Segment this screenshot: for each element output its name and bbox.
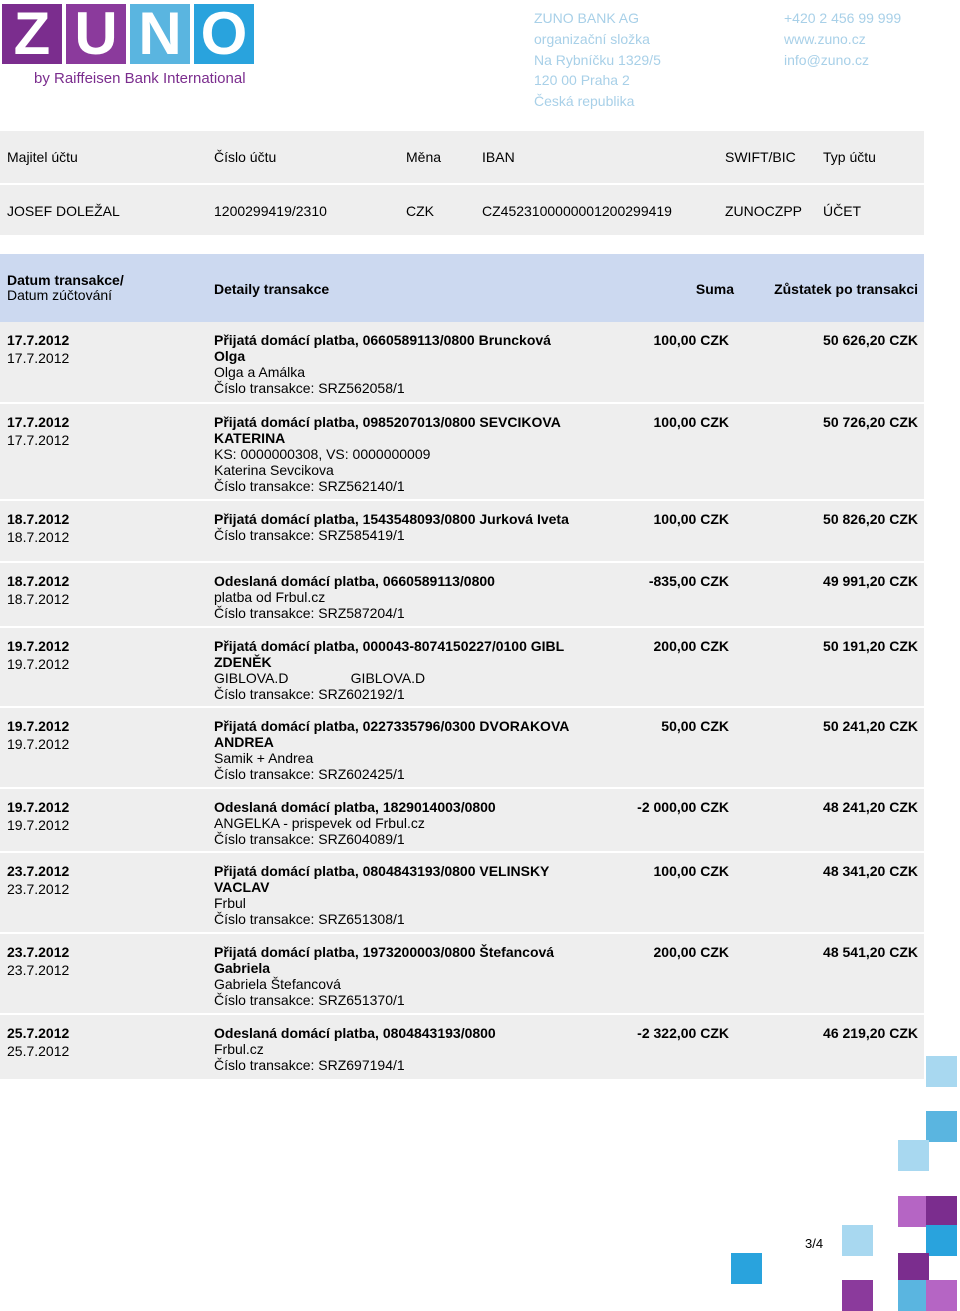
header-currency: Měna (406, 149, 442, 165)
settlement-date: 19.7.2012 (7, 655, 70, 672)
account-header-row (0, 131, 924, 183)
transaction-dates (7, 638, 69, 673)
transaction-dates (7, 414, 69, 449)
transaction-dates (7, 863, 69, 898)
transaction-table-header (0, 254, 924, 322)
header-date-settlement: Datum zúčtování (7, 287, 113, 303)
transaction-detail-line: ZDENĚK (214, 654, 272, 670)
settlement-date: 17.7.2012 (7, 349, 70, 366)
transaction-balance: 46 219,20 CZK (823, 1025, 918, 1041)
transaction-detail-line: KS: 0000000308, VS: 0000000009 (214, 446, 431, 462)
decor-square (926, 1280, 957, 1311)
transaction-row (0, 501, 924, 561)
settlement-date: 17.7.2012 (7, 431, 70, 448)
transaction-dates (7, 511, 69, 546)
header-amount: Suma (695, 281, 734, 297)
transaction-dates (7, 332, 69, 367)
logo-tagline: by Raiffeisen Bank International (34, 70, 246, 87)
decor-square (731, 1253, 762, 1284)
transaction-date: 17.7.2012 (7, 332, 70, 348)
transaction-title: Přijatá domácí platba, 1543548093/0800 Jurková Iveta (214, 511, 569, 527)
transaction-detail-line: ANGELKA - prispevek od Frbul.cz (214, 815, 425, 831)
logo-letter-o: O (194, 4, 254, 64)
transaction-detail-line: VACLAV (214, 879, 270, 895)
transaction-amount: 100,00 CZK (653, 414, 729, 430)
transaction-detail-line: Číslo transakce: SRZ562058/1 (214, 380, 405, 396)
transaction-row (0, 708, 924, 787)
transaction-details (214, 573, 574, 621)
transaction-details (214, 511, 574, 543)
transaction-detail-line: Frbul (214, 895, 246, 911)
transaction-balance: 50 241,20 CZK (823, 718, 918, 734)
transaction-detail-line: Číslo transakce: SRZ697194/1 (214, 1057, 405, 1073)
transaction-details (214, 863, 574, 927)
transaction-date: 19.7.2012 (7, 638, 70, 654)
account-table (0, 131, 924, 235)
decor-square (842, 1280, 873, 1311)
transaction-balance: 48 241,20 CZK (823, 799, 918, 815)
transaction-details (214, 1025, 574, 1073)
header-balance: Zůstatek po transakci (774, 281, 918, 297)
bank-email[interactable]: info@zuno.cz (784, 51, 870, 68)
transaction-date: 18.7.2012 (7, 511, 70, 527)
transaction-details (214, 414, 574, 494)
transaction-amount: -2 322,00 CZK (637, 1025, 729, 1041)
transaction-title: Přijatá domácí platba, 0227335796/0300 DVORAKOVA (214, 718, 570, 734)
decor-square (926, 1056, 957, 1087)
bank-street: Na Rybníčku 1329/5 (534, 51, 661, 68)
transaction-date: 18.7.2012 (7, 573, 70, 589)
bank-phone: +420 2 456 99 999 (784, 10, 902, 26)
transaction-details (214, 944, 574, 1008)
transaction-title: Odeslaná domácí platba, 0660589113/0800 (214, 573, 495, 589)
page-number: 3/4 (805, 1236, 824, 1251)
transaction-title: Přijatá domácí platba, 0660589113/0800 Bruncková (214, 332, 551, 348)
transaction-detail-line: Frbul.cz (214, 1041, 264, 1057)
transaction-detail-line: Číslo transakce: SRZ585419/1 (214, 527, 405, 543)
transaction-title: Přijatá domácí platba, 0804843193/0800 VELINSKY (214, 863, 550, 879)
bank-address (534, 8, 661, 112)
account-type: ÚČET (823, 203, 862, 219)
transaction-details (214, 638, 574, 702)
transaction-amount: 100,00 CZK (653, 863, 729, 879)
decor-square (898, 1140, 929, 1171)
transaction-title: Přijatá domácí platba, 1973200003/0800 Štefancová (214, 944, 555, 960)
transaction-balance: 50 191,20 CZK (823, 638, 918, 654)
transaction-date: 19.7.2012 (7, 718, 70, 734)
transaction-row (0, 853, 924, 932)
transaction-amount: 200,00 CZK (653, 638, 729, 654)
settlement-date: 18.7.2012 (7, 528, 70, 545)
account-number: 1200299419/2310 (214, 203, 327, 219)
transaction-row (0, 563, 924, 626)
transaction-detail-line: Olga (214, 348, 246, 364)
transaction-detail-line: platba od Frbul.cz (214, 589, 326, 605)
account-owner: JOSEF DOLEŽAL (7, 203, 120, 219)
header-iban: IBAN (482, 149, 515, 165)
transaction-row (0, 322, 924, 402)
settlement-date: 19.7.2012 (7, 735, 70, 752)
bank-contact (784, 8, 901, 70)
transaction-date: 23.7.2012 (7, 944, 70, 960)
transaction-balance: 50 826,20 CZK (823, 511, 918, 527)
settlement-date: 23.7.2012 (7, 880, 70, 897)
transaction-dates (7, 1025, 69, 1060)
transaction-row (0, 628, 924, 706)
transaction-detail-line: Číslo transakce: SRZ604089/1 (214, 831, 405, 847)
transaction-row (0, 789, 924, 851)
settlement-date: 23.7.2012 (7, 961, 70, 978)
transaction-title: Odeslaná domácí platba, 0804843193/0800 (214, 1025, 496, 1041)
transaction-title: Odeslaná domácí platba, 1829014003/0800 (214, 799, 496, 815)
logo-letter-n: N (130, 4, 190, 64)
transaction-detail-line: Číslo transakce: SRZ562140/1 (214, 478, 405, 494)
transaction-dates (7, 573, 69, 608)
transaction-details (214, 799, 574, 847)
transaction-amount: -2 000,00 CZK (637, 799, 729, 815)
transaction-detail-line: Samik + Andrea (214, 750, 314, 766)
transaction-balance: 50 726,20 CZK (823, 414, 918, 430)
transaction-date: 19.7.2012 (7, 799, 70, 815)
transaction-detail-line: Olga a Amálka (214, 364, 306, 380)
header-date-transaction: Datum transakce/ (7, 272, 124, 288)
decor-square (898, 1280, 929, 1311)
transaction-balance: 49 991,20 CZK (823, 573, 918, 589)
settlement-date: 25.7.2012 (7, 1042, 70, 1059)
transaction-details (214, 718, 574, 782)
transaction-dates (7, 799, 69, 834)
transaction-detail-line: KATERINA (214, 430, 286, 446)
settlement-date: 18.7.2012 (7, 590, 70, 607)
transaction-dates (7, 718, 69, 753)
settlement-date: 19.7.2012 (7, 816, 70, 833)
transaction-dates (7, 944, 69, 979)
transaction-balance: 48 341,20 CZK (823, 863, 918, 879)
decor-square (842, 1225, 873, 1256)
account-iban: CZ4523100000001200299419 (482, 203, 672, 219)
header-account-number: Číslo účtu (214, 149, 277, 165)
bank-branch: organizační složka (534, 30, 650, 47)
decor-square (926, 1111, 957, 1142)
transaction-date: 23.7.2012 (7, 863, 70, 879)
account-value-row (0, 183, 924, 237)
transaction-date: 25.7.2012 (7, 1025, 70, 1041)
transaction-detail-line: Číslo transakce: SRZ602192/1 (214, 686, 405, 702)
transaction-amount: 200,00 CZK (653, 944, 729, 960)
transaction-detail-line: Číslo transakce: SRZ651308/1 (214, 911, 405, 927)
transaction-title: Přijatá domácí platba, 0985207013/0800 SEVCIKOVA (214, 414, 561, 430)
transaction-amount: 50,00 CZK (661, 718, 729, 734)
header-dates (7, 273, 124, 303)
bank-name: ZUNO BANK AG (534, 10, 640, 26)
transaction-balance: 48 541,20 CZK (823, 944, 918, 960)
logo-letter-z: Z (2, 4, 62, 64)
account-swift: ZUNOCZPP (725, 203, 802, 219)
header-owner: Majitel účtu (7, 149, 78, 165)
decor-square (898, 1196, 929, 1227)
transaction-row (0, 1015, 924, 1079)
transaction-amount: 100,00 CZK (653, 511, 729, 527)
zuno-logo (0, 0, 260, 95)
transaction-detail-line: Katerina Sevcikova (214, 462, 334, 478)
transaction-detail-line: Číslo transakce: SRZ651370/1 (214, 992, 405, 1008)
decor-square (926, 1196, 957, 1227)
transaction-detail-line: Gabriela (214, 960, 271, 976)
bank-web[interactable]: www.zuno.cz (784, 30, 866, 47)
transaction-balance: 50 626,20 CZK (823, 332, 918, 348)
transaction-title: Přijatá domácí platba, 000043-8074150227/0100 GIBL (214, 638, 565, 654)
logo-letter-u: U (66, 4, 126, 64)
transaction-detail-line: ANDREA (214, 734, 274, 750)
transaction-detail-line: Gabriela Štefancová (214, 976, 341, 992)
transaction-detail-line: Číslo transakce: SRZ602425/1 (214, 766, 405, 782)
transaction-row (0, 404, 924, 499)
header-details: Detaily transakce (214, 281, 330, 297)
header-account-type: Typ účtu (823, 149, 876, 165)
transaction-amount: -835,00 CZK (648, 573, 729, 589)
transaction-amount: 100,00 CZK (653, 332, 729, 348)
transaction-detail-line: GIBLOVA.D GIBLOVA.D (214, 670, 426, 686)
decor-square (926, 1225, 957, 1256)
bank-country: Česká republika (534, 93, 635, 110)
transaction-details (214, 332, 574, 396)
account-currency: CZK (406, 203, 434, 219)
transaction-detail-line: Číslo transakce: SRZ587204/1 (214, 605, 405, 621)
bank-city: 120 00 Praha 2 (534, 72, 630, 89)
transaction-row (0, 934, 924, 1013)
header-swift: SWIFT/BIC (725, 149, 796, 165)
transaction-date: 17.7.2012 (7, 414, 70, 430)
